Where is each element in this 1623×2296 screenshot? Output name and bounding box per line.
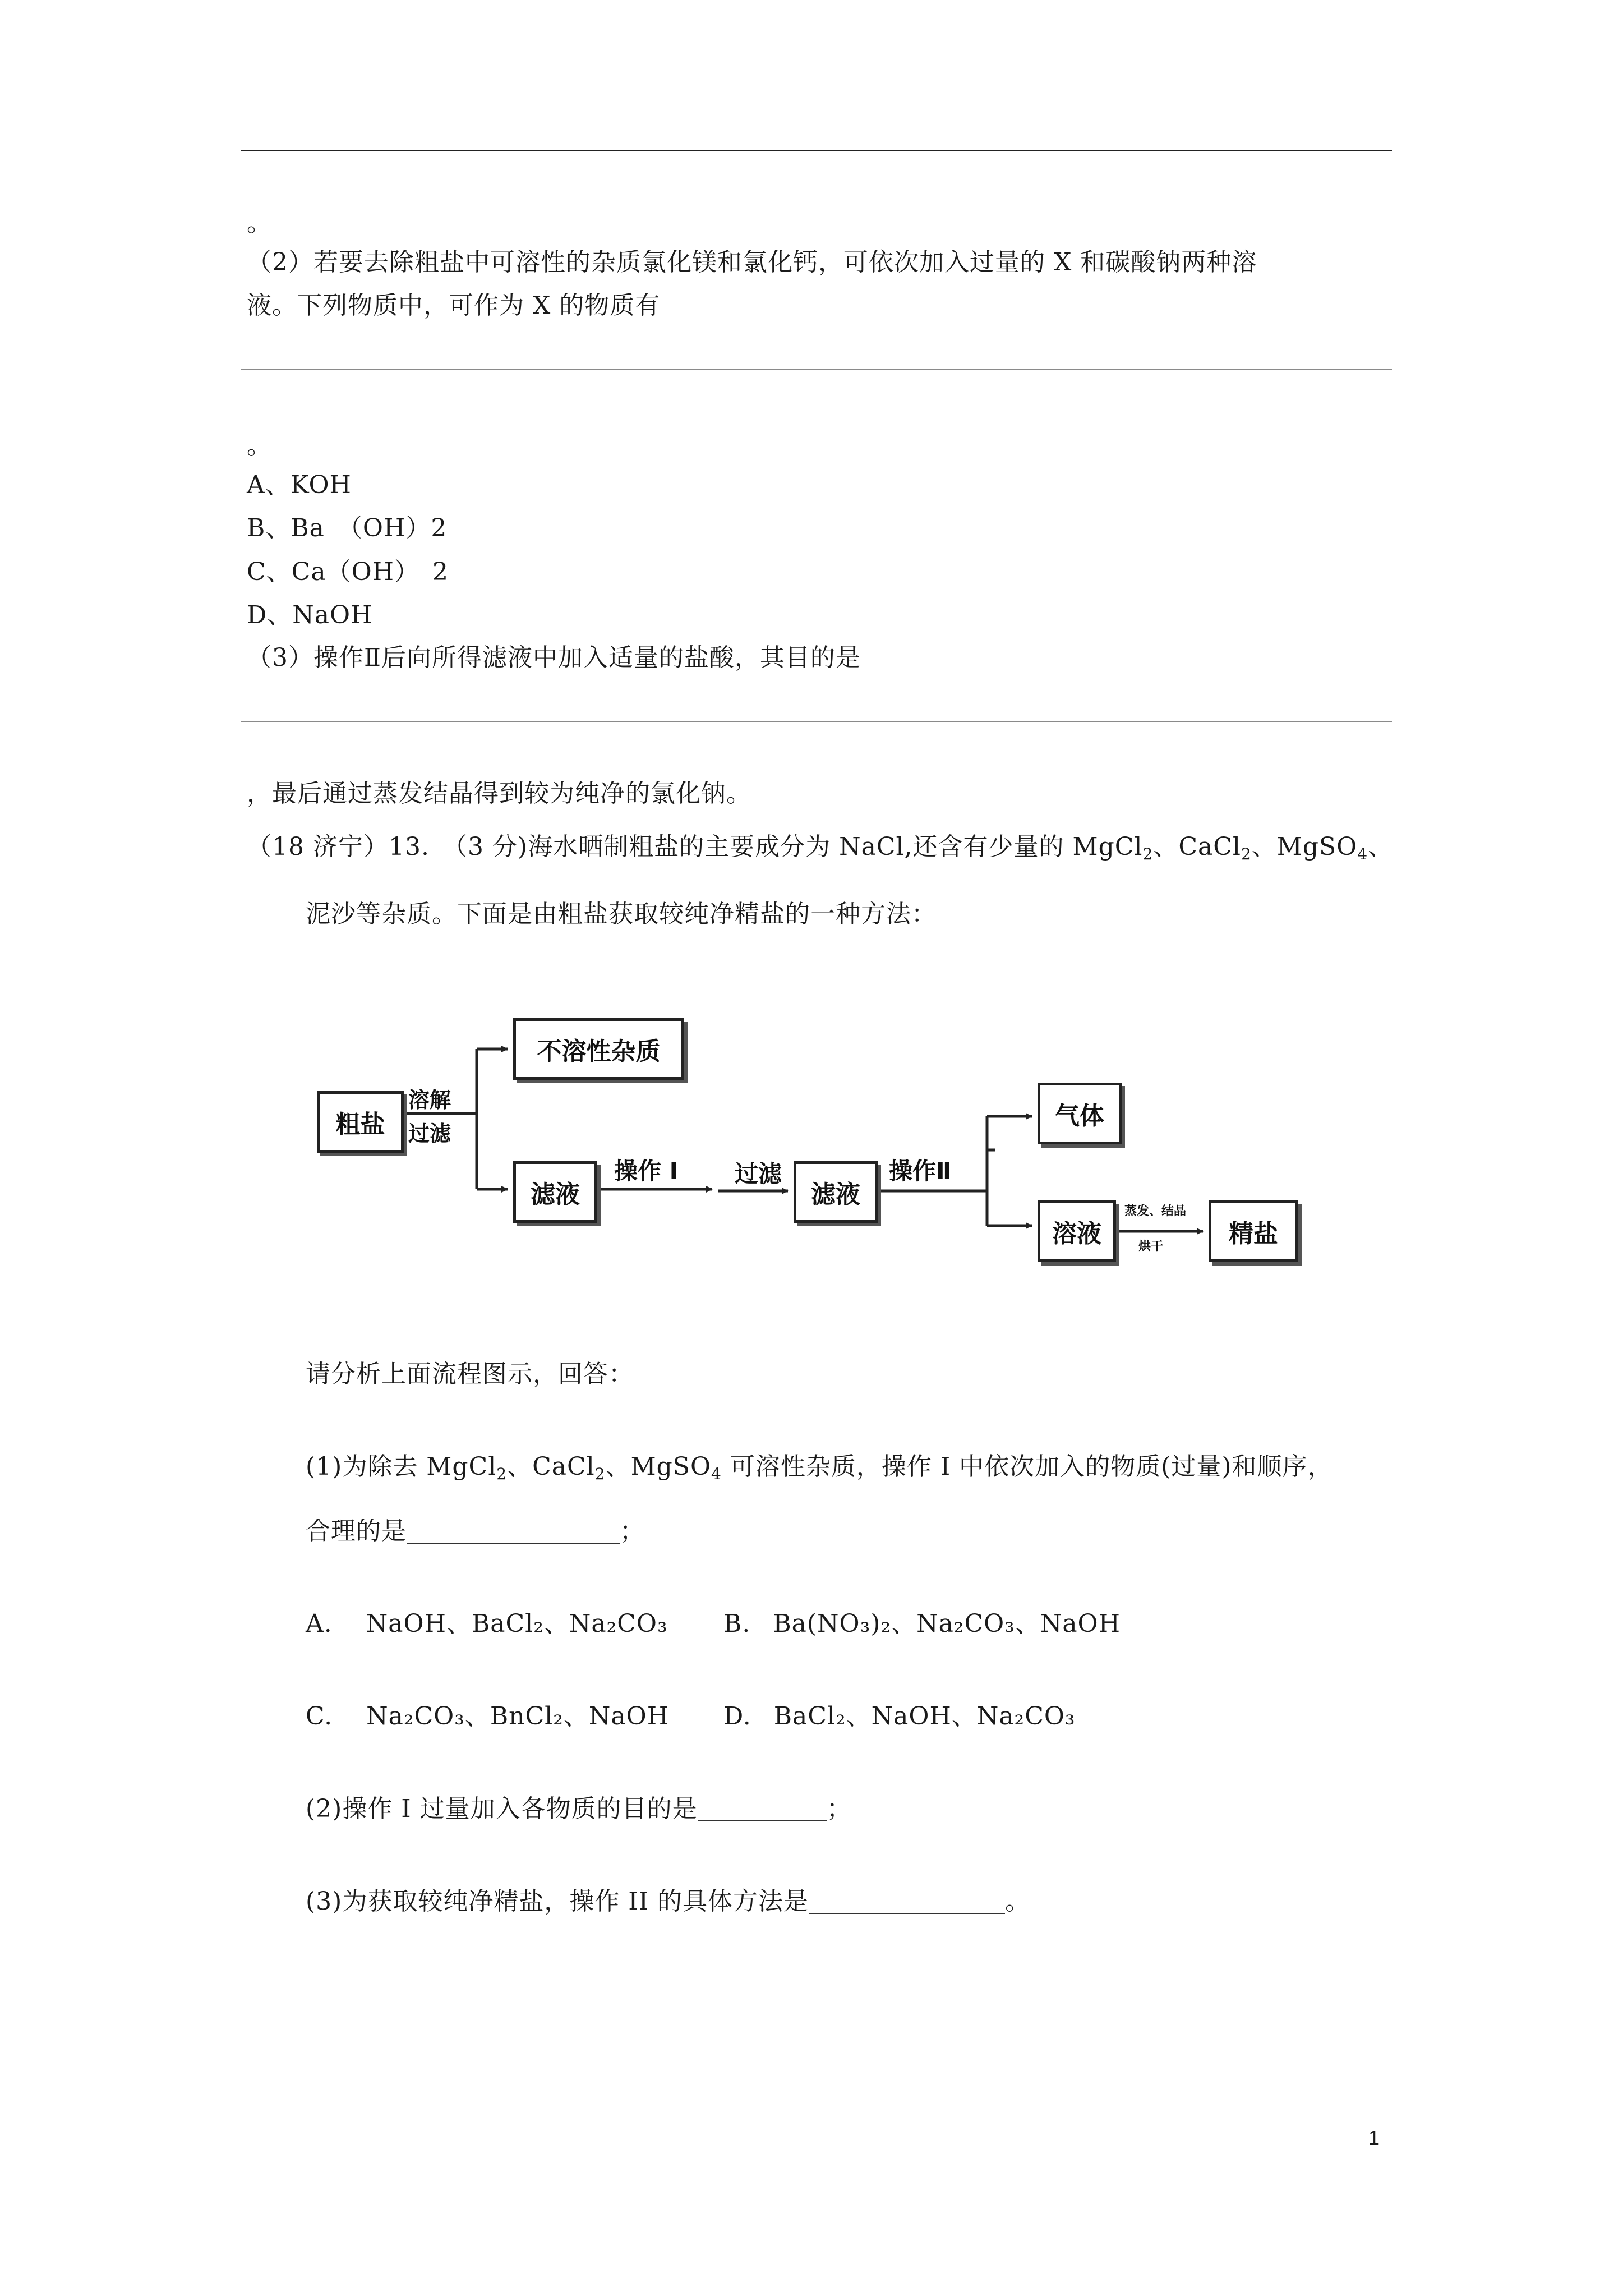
answer-line-q2 [241, 369, 1392, 370]
label-evaporate: 蒸发、结晶 [1124, 1204, 1187, 1218]
box-filtrate-2: 滤液 [794, 1161, 878, 1223]
option-d: D、NaOH [247, 601, 373, 629]
flow-diagram [308, 999, 1318, 1296]
label-dissolve: 溶解 [408, 1088, 451, 1112]
box-crude-salt: 粗盐 [317, 1091, 404, 1153]
header-rule [241, 150, 1392, 151]
q13-line-2: 泥沙等杂质。下面是由粗盐获取较纯净精盐的一种方法： [306, 900, 937, 928]
q2-line-1: （2）若要去除粗盐中可溶性的杂质氯化镁和氯化钙，可依次加入过量的 X 和碳酸钠两种溶 [247, 248, 1257, 277]
q3-end: ，最后通过蒸发结晶得到较为纯净的氯化钠。 [247, 779, 751, 808]
label-filter-2: 过滤 [735, 1160, 782, 1188]
choice-c: C. Na₂CO₃、BnCl₂、NaOH [306, 1702, 670, 1731]
option-b: B、Ba （OH）2 [247, 514, 448, 542]
answer-blank-1[interactable] [407, 1518, 620, 1544]
box-gas: 气体 [1038, 1083, 1122, 1144]
box-solution: 溶液 [1038, 1200, 1116, 1262]
choice-b: B. Ba(NO₃)₂、Na₂CO₃、NaOH [723, 1609, 1121, 1638]
part-1-line-1: (1)为除去 MgCl$_2$、CaCl$_2$、MgSO$_4$ 可溶性杂质，操作 I 中依次加入的物质(过量)和顺序， [306, 1452, 1333, 1483]
q13-line-1: （18 济宁）13. （3 分)海水晒制粗盐的主要成分为 NaCl,还含有少量的 MgCl$_2$、CaCl$_2$、MgSO$_4$、 [247, 832, 1394, 863]
box-refined-salt: 精盐 [1209, 1200, 1298, 1262]
choice-d: D. BaCl₂、NaOH、Na₂CO₃ [723, 1702, 1076, 1731]
page-number: 1 [1368, 2126, 1380, 2149]
text-dot-1: 。 [247, 209, 272, 237]
label-operation-2: 操作Ⅱ [889, 1157, 952, 1185]
part-1-line-2: 合理的是 ； [306, 1517, 645, 1545]
answer-line-q3 [241, 721, 1392, 722]
answer-blank-2[interactable] [698, 1796, 827, 1821]
q2-line-2: 液。下列物质中，可作为 X 的物质有 [247, 291, 661, 320]
option-c: C、Ca（OH） 2 [247, 558, 449, 586]
part-3: (3)为获取较纯净精盐，操作 II 的具体方法是 。 [306, 1887, 1031, 1916]
q3-line: （3）操作Ⅱ后向所得滤液中加入适量的盐酸，其目的是 [247, 643, 861, 672]
option-a: A、KOH [247, 471, 352, 499]
label-operation-1: 操作 I [614, 1157, 679, 1185]
box-filtrate-1: 滤液 [513, 1161, 597, 1223]
label-filter-1: 过滤 [408, 1121, 451, 1146]
box-insoluble-impurity: 不溶性杂质 [513, 1018, 684, 1080]
flow-arrows [308, 999, 1318, 1296]
analyze-prompt: 请分析上面流程图示，回答： [306, 1360, 634, 1388]
text-dot-2: 。 [247, 431, 272, 460]
choice-a: A. NaOH、BaCl₂、Na₂CO₃ [306, 1609, 668, 1638]
answer-blank-3[interactable] [809, 1888, 1005, 1914]
part-2: (2)操作 I 过量加入各物质的目的是 ； [306, 1795, 852, 1823]
label-dry: 烘干 [1138, 1240, 1164, 1254]
